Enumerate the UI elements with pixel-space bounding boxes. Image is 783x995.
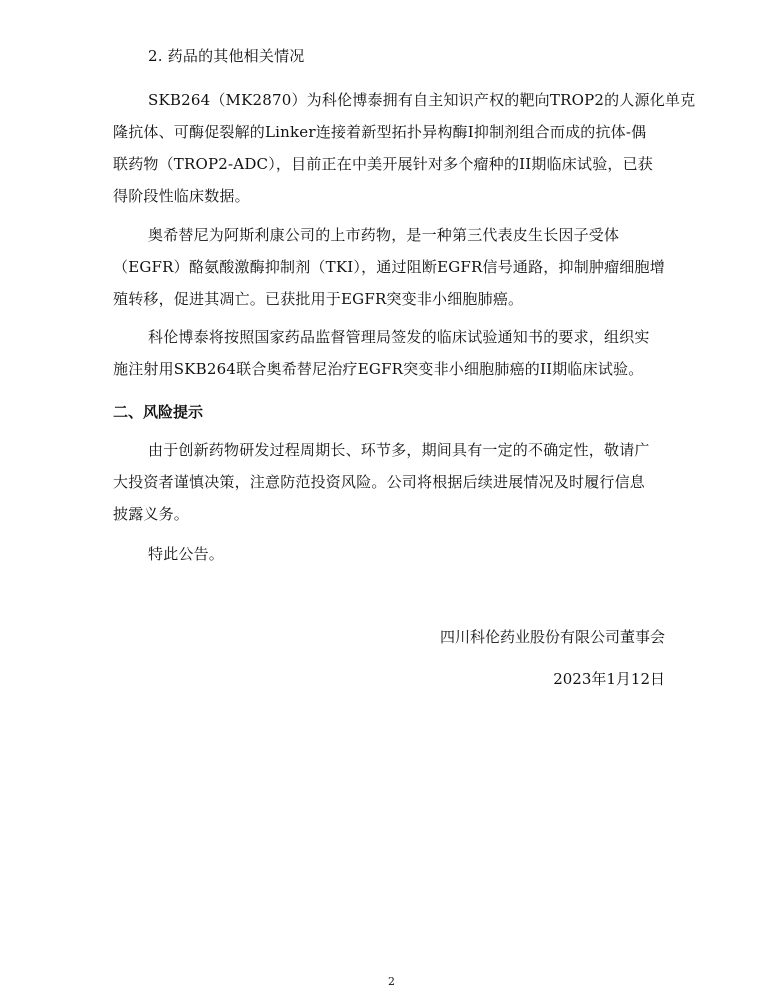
paragraph-line: 科伦博泰将按照国家药品监督管理局签发的临床试验通知书的要求，组织实 bbox=[148, 328, 650, 346]
signature-date: 2023年1月12日 bbox=[553, 670, 665, 688]
subsection-heading: 2. 药品的其他相关情况 bbox=[148, 47, 305, 65]
paragraph-line: 由于创新药物研发过程周期长、环节多，期间具有一定的不确定性，敬请广 bbox=[148, 441, 650, 459]
paragraph-line: （EGFR）酪氨酸激酶抑制剂（TKI），通过阻断EGFR信号通路，抑制肿瘤细胞增 bbox=[113, 258, 665, 276]
paragraph-line: 奥希替尼为阿斯利康公司的上市药物，是一种第三代表皮生长因子受体 bbox=[148, 226, 620, 244]
paragraph-line: 披露义务。 bbox=[113, 505, 190, 523]
closing-text: 特此公告。 bbox=[148, 545, 225, 563]
paragraph-line: 隆抗体、可酶促裂解的Linker连接着新型拓扑异构酶I抑制剂组合而成的抗体-偶 bbox=[113, 123, 647, 141]
paragraph-line: SKB264（MK2870）为科伦博泰拥有自主知识产权的靶向TROP2的人源化单克 bbox=[148, 91, 696, 109]
signature-company: 四川科伦药业股份有限公司董事会 bbox=[439, 628, 665, 646]
paragraph-line: 大投资者谨慎决策，注意防范投资风险。公司将根据后续进展情况及时履行信息 bbox=[113, 473, 646, 491]
section-heading: 二、风险提示 bbox=[113, 403, 204, 421]
paragraph-line: 施注射用SKB264联合奥希替尼治疗EGFR突变非小细胞肺癌的II期临床试验。 bbox=[113, 360, 644, 378]
page-number: 2 bbox=[388, 975, 395, 988]
paragraph-line: 殖转移，促进其凋亡。已获批用于EGFR突变非小细胞肺癌。 bbox=[113, 290, 524, 308]
paragraph-line: 得阶段性临床数据。 bbox=[113, 187, 250, 205]
paragraph-line: 联药物（TROP2-ADC），目前正在中美开展针对多个瘤种的II期临床试验，已获 bbox=[113, 155, 653, 173]
